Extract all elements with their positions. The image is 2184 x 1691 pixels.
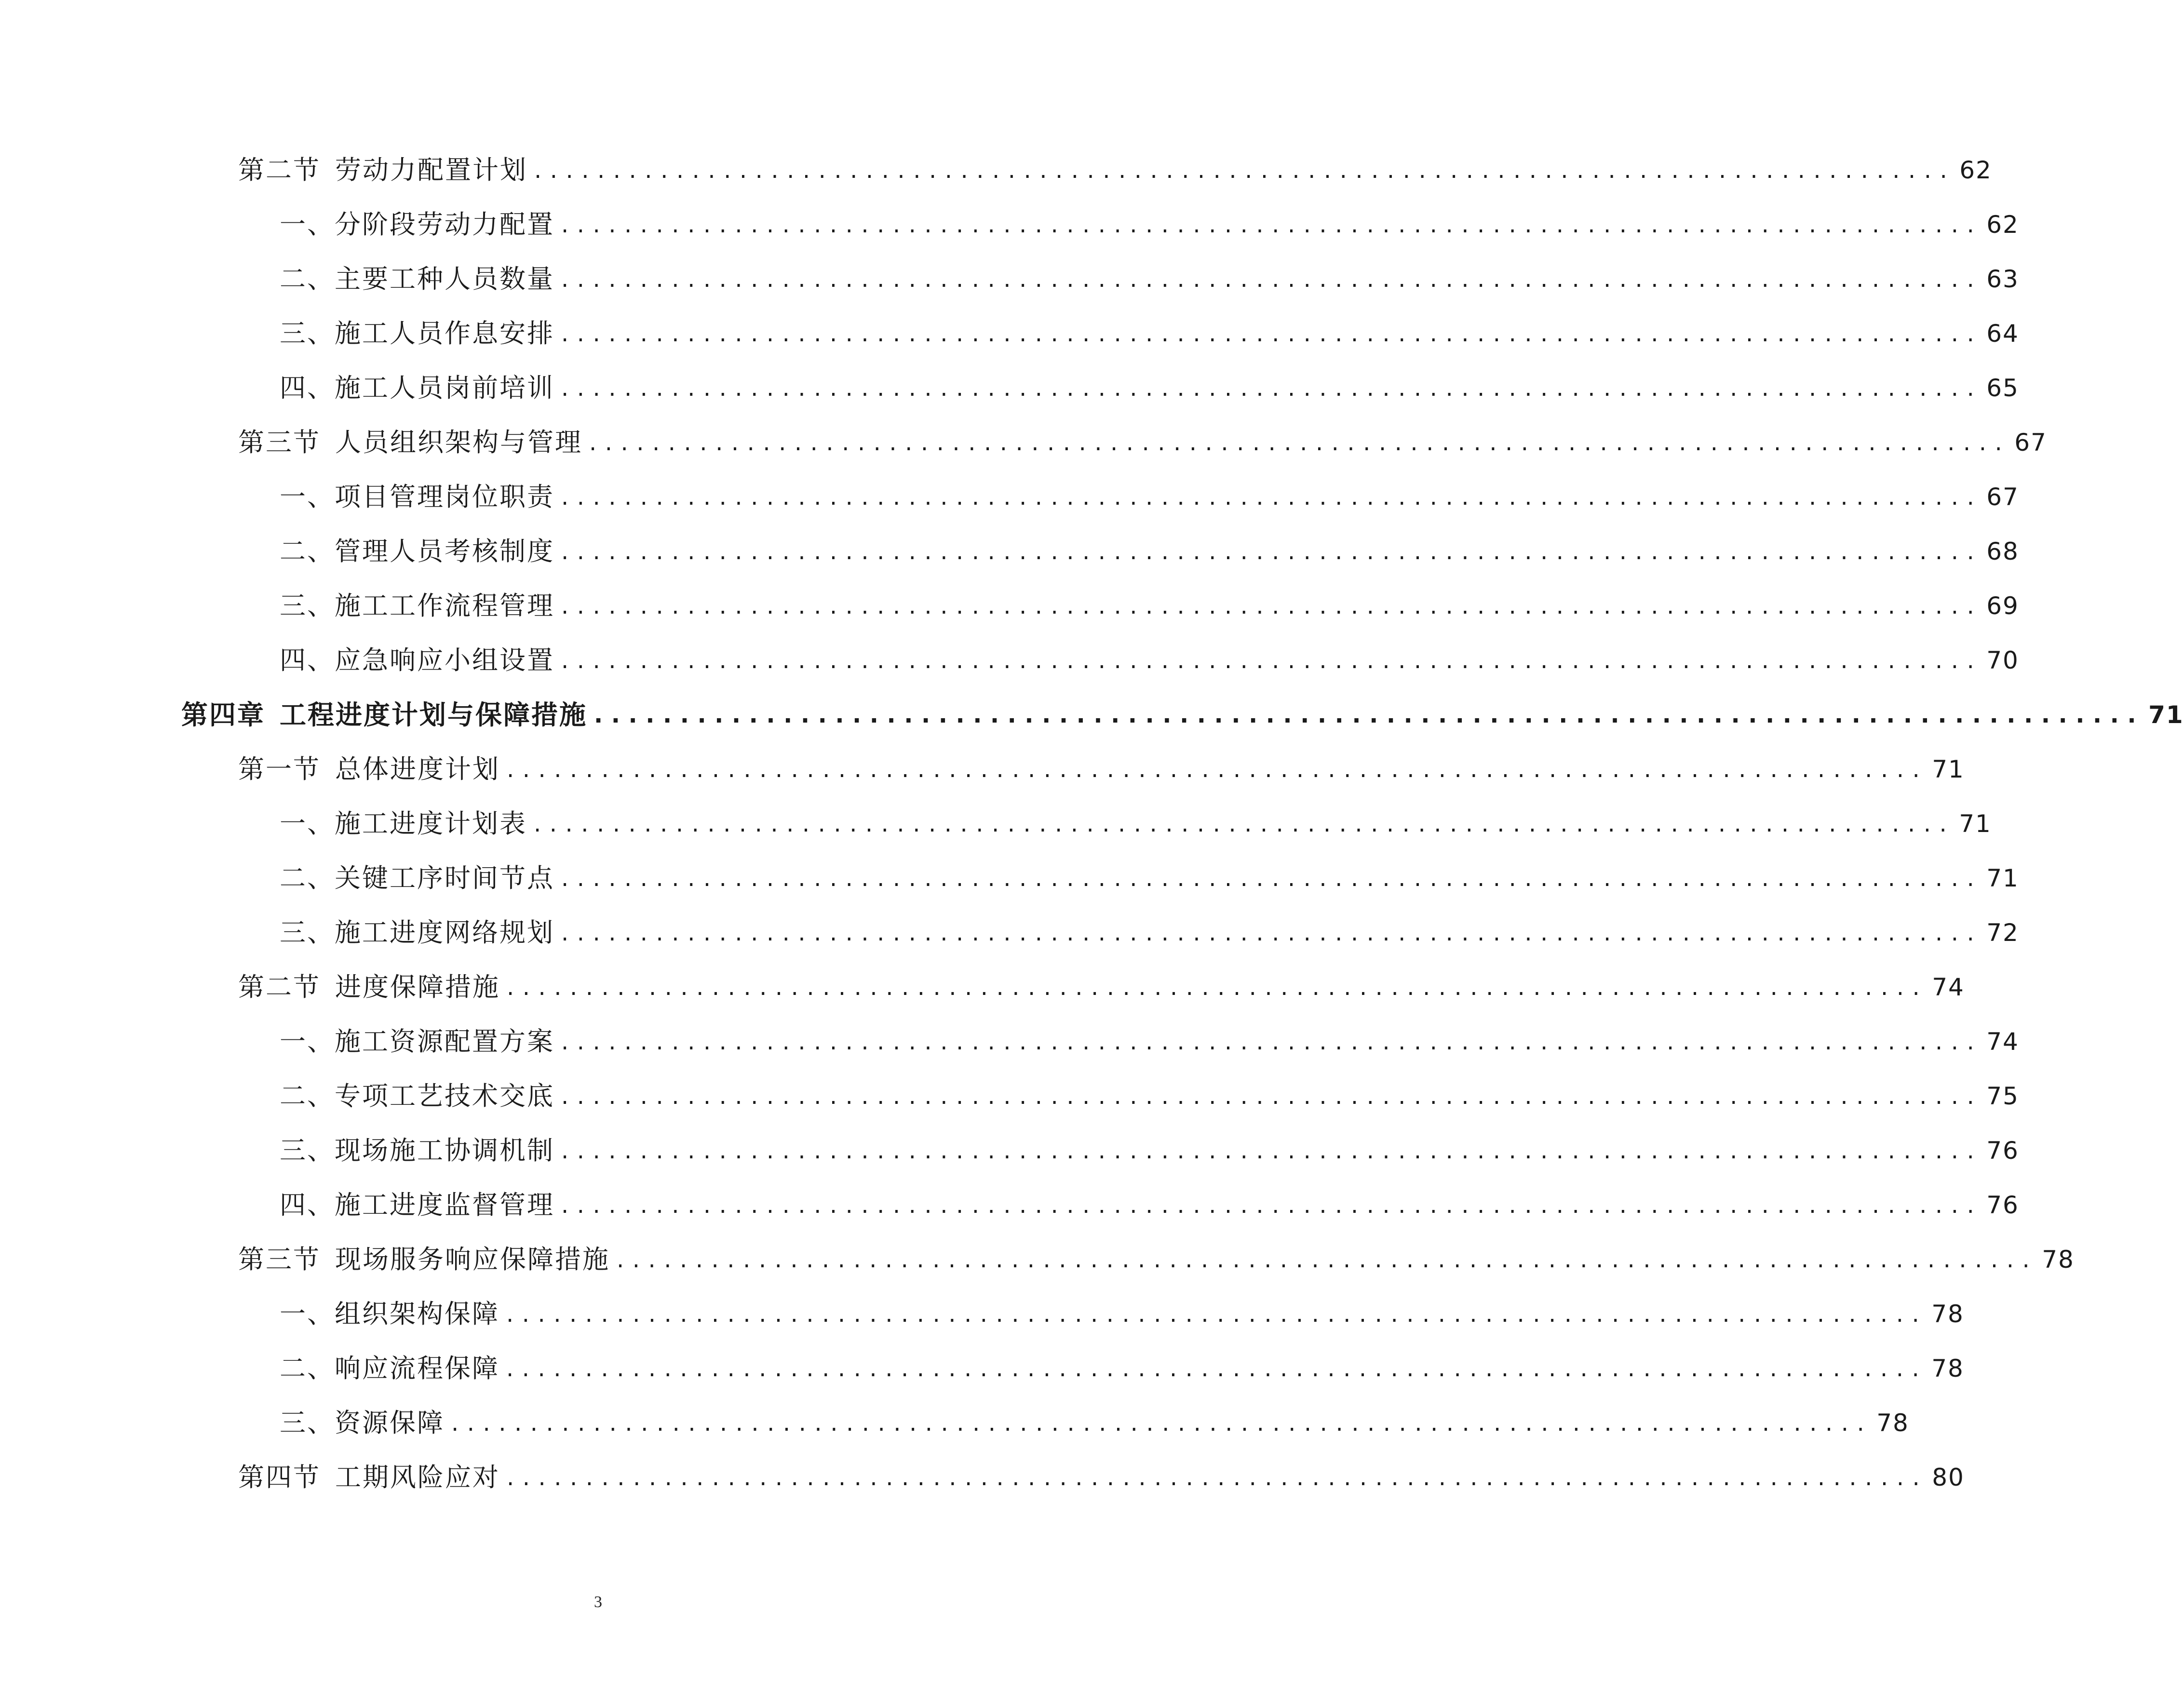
toc-entry-title: 工程进度计划与保障措施 [280, 699, 588, 730]
toc-entry-title: 工期风险应对 [335, 1462, 500, 1492]
toc-entry[interactable] [280, 1395, 1909, 1438]
toc-entry-page: 75 [1986, 1082, 2019, 1110]
toc-leader-dots: .......................................................................................... [594, 701, 2145, 728]
toc-entry[interactable] [280, 578, 2019, 621]
toc-entry-page: 76 [1986, 1191, 2019, 1219]
toc-entry-number: 第四章 [181, 699, 266, 730]
toc-entry[interactable] [280, 632, 2019, 676]
toc-leader-dots: .......................................................................................... [451, 1409, 1873, 1436]
toc-entry-number: 第一节 [238, 754, 321, 784]
toc-entry-title: 一、分阶段劳动力配置 [280, 209, 554, 240]
toc-leader-dots: .......................................................................................... [561, 647, 1983, 674]
toc-entry-number: 第二节 [238, 155, 321, 185]
toc-leader-dots: .......................................................................................... [507, 974, 1928, 1001]
toc-leader-dots: .......................................................................................... [561, 592, 1983, 619]
toc-entry-page: 78 [1876, 1409, 1909, 1437]
toc-entry-title: 一、项目管理岗位职责 [280, 482, 554, 512]
toc-entry-page: 68 [1986, 537, 2019, 565]
toc-entry-title: 三、现场施工协调机制 [280, 1135, 554, 1166]
toc-entry[interactable] [280, 1341, 1964, 1384]
toc-leader-dots: .......................................................................................... [561, 1137, 1983, 1164]
toc-entry-page: 65 [1986, 374, 2019, 402]
toc-entry[interactable] [238, 959, 1965, 1003]
toc-entry-title: 三、资源保障 [280, 1408, 445, 1438]
toc-leader-dots: .......................................................................................... [589, 429, 2011, 456]
toc-leader-dots: .......................................................................................... [561, 865, 1983, 892]
toc-entry-page: 76 [1986, 1137, 2019, 1165]
toc-leader-dots: .......................................................................................... [617, 1246, 2038, 1273]
toc-entry-page: 71 [2148, 701, 2184, 729]
toc-entry-title: 四、应急响应小组设置 [280, 645, 554, 675]
toc-leader-dots: .......................................................................................... [561, 538, 1983, 565]
toc-leader-dots: .......................................................................................... [561, 266, 1983, 293]
toc-leader-dots: .......................................................................................... [561, 320, 1983, 347]
toc-entry-title: 一、施工资源配置方案 [280, 1026, 554, 1057]
toc-leader-dots: .......................................................................................... [506, 1301, 1928, 1328]
toc-leader-dots: .......................................................................................... [561, 919, 1983, 946]
toc-leader-dots: .......................................................................................... [561, 211, 1983, 238]
toc-entry-page: 70 [1986, 646, 2019, 674]
toc-leader-dots: .......................................................................................... [561, 1192, 1983, 1219]
toc-entry[interactable] [280, 469, 2019, 512]
toc-entry-page: 71 [1959, 810, 1992, 838]
toc-entry-page: 78 [1931, 1300, 1964, 1328]
toc-entry[interactable] [280, 1123, 2019, 1166]
toc-entry[interactable] [280, 796, 1992, 839]
toc-entry-title: 劳动力配置计划 [335, 155, 527, 185]
toc-leader-dots: .......................................................................................... [561, 1028, 1983, 1055]
toc-entry-page: 69 [1986, 592, 2019, 620]
toc-entry[interactable] [280, 360, 2019, 403]
toc-entry-title: 现场服务响应保障措施 [335, 1244, 610, 1275]
toc-entry-page: 62 [1959, 156, 1992, 184]
toc-chapter-entry[interactable] [181, 687, 2184, 730]
toc-entry-title: 一、组织架构保障 [280, 1299, 499, 1329]
toc-entry-page: 71 [1932, 755, 1965, 783]
toc-entry-page: 78 [1931, 1355, 1964, 1382]
toc-leader-dots: .......................................................................................... [561, 375, 1983, 402]
toc-leader-dots: .......................................................................................... [507, 1464, 1928, 1491]
toc-entry-title: 二、管理人员考核制度 [280, 536, 554, 566]
toc-entry-page: 71 [1986, 864, 2019, 892]
toc-entry-title: 二、关键工序时间节点 [280, 863, 554, 893]
toc-entry-number: 第三节 [238, 427, 321, 457]
toc-leader-dots: .......................................................................................... [534, 157, 1956, 184]
toc-entry[interactable] [238, 415, 2047, 458]
toc-entry-page: 78 [2042, 1246, 2075, 1274]
toc-leader-dots: .......................................................................................... [561, 1083, 1983, 1110]
toc-entry-title: 三、施工工作流程管理 [280, 591, 554, 621]
toc-entry-title: 四、施工进度监督管理 [280, 1190, 554, 1220]
toc-entry[interactable] [238, 1232, 2075, 1275]
toc-entry[interactable] [280, 905, 2019, 948]
toc-leader-dots: .......................................................................................... [561, 483, 1983, 510]
toc-entry-title: 二、主要工种人员数量 [280, 264, 554, 294]
toc-entry[interactable] [280, 1014, 2019, 1057]
toc-entry-page: 74 [1986, 1028, 2019, 1056]
toc-entry-page: 64 [1986, 320, 2019, 348]
toc-entry-title: 三、施工人员作息安排 [280, 318, 554, 349]
toc-entry-page: 67 [1986, 483, 2019, 511]
toc-entry[interactable] [238, 142, 1992, 186]
toc-entry-number: 第三节 [238, 1244, 321, 1275]
toc-entry[interactable] [280, 523, 2019, 567]
toc-entry[interactable] [280, 1177, 2019, 1221]
toc-entry-title: 一、施工进度计划表 [280, 808, 527, 839]
toc-entry-title: 二、专项工艺技术交底 [280, 1081, 554, 1111]
toc-entry[interactable] [280, 1068, 2019, 1112]
toc-entry-page: 67 [2014, 429, 2047, 456]
toc-entry-page: 74 [1932, 973, 1965, 1001]
toc-entry-page: 80 [1932, 1463, 1965, 1491]
toc-entry-title: 四、施工人员岗前培训 [280, 373, 554, 403]
toc-entry-number: 第二节 [238, 972, 321, 1002]
toc-entry-title: 三、施工进度网络规划 [280, 917, 554, 948]
toc-entry-page: 72 [1986, 919, 2019, 947]
toc-entry-title: 人员组织架构与管理 [335, 427, 582, 457]
page-number: 3 [594, 1593, 602, 1611]
toc-entry[interactable] [280, 197, 2019, 240]
toc-leader-dots: .......................................................................................... [506, 1355, 1928, 1382]
toc-entry-page: 62 [1986, 211, 2019, 239]
toc-entry-title: 进度保障措施 [335, 972, 500, 1002]
toc-entry[interactable] [280, 306, 2019, 349]
toc-entry-page: 63 [1986, 265, 2019, 293]
toc-entry[interactable] [280, 850, 2019, 894]
toc-entry-title: 二、响应流程保障 [280, 1353, 499, 1383]
toc-leader-dots: .......................................................................................... [507, 756, 1928, 783]
toc-leader-dots: .......................................................................................... [534, 810, 1955, 837]
toc-entry[interactable] [280, 251, 2019, 295]
toc-entry[interactable] [280, 1286, 1964, 1329]
toc-entry-title: 总体进度计划 [335, 754, 500, 784]
toc-entry[interactable] [238, 1449, 1965, 1493]
toc-entry-number: 第四节 [238, 1462, 321, 1492]
toc-entry[interactable] [238, 741, 1965, 785]
